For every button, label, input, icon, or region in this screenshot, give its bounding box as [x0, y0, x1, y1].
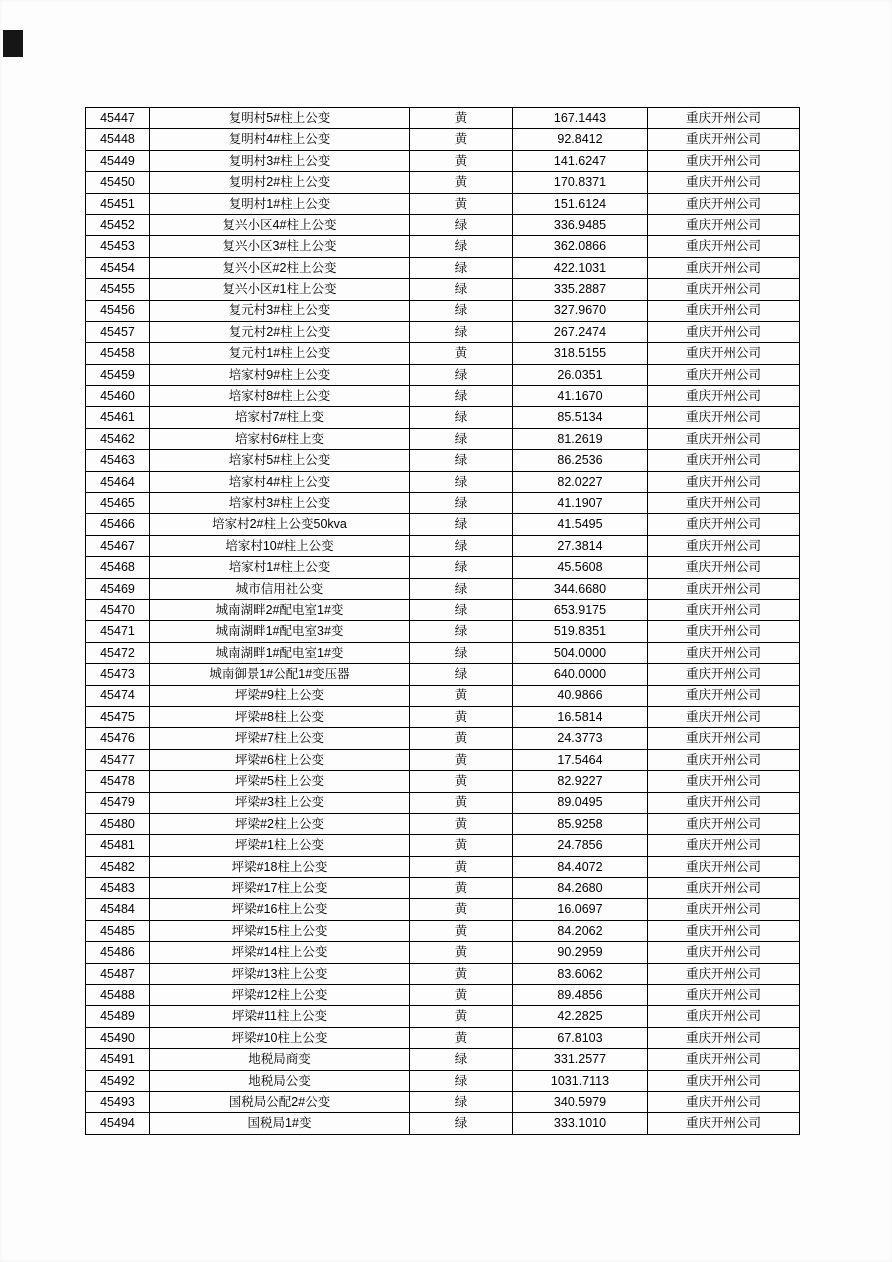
cell-status: 绿: [410, 621, 513, 642]
cell-company: 重庆开州公司: [648, 1049, 800, 1070]
cell-name: 坪梁#11柱上公变: [150, 1006, 410, 1027]
cell-id: 45467: [86, 535, 150, 556]
cell-value: 26.0351: [513, 364, 648, 385]
cell-status: 黄: [410, 878, 513, 899]
cell-value: 82.9227: [513, 771, 648, 792]
cell-id: 45451: [86, 193, 150, 214]
cell-name: 城南湖畔1#配电室3#变: [150, 621, 410, 642]
cell-value: 318.5155: [513, 343, 648, 364]
cell-name: 复明村5#柱上公变: [150, 108, 410, 129]
cell-id: 45459: [86, 364, 150, 385]
table-row: [86, 364, 800, 385]
cell-value: 519.8351: [513, 621, 648, 642]
cell-status: 绿: [410, 1091, 513, 1112]
cell-value: 82.0227: [513, 471, 648, 492]
cell-id: 45483: [86, 878, 150, 899]
cell-id: 45447: [86, 108, 150, 129]
table-row: [86, 493, 800, 514]
cell-company: 重庆开州公司: [648, 664, 800, 685]
table-row: [86, 193, 800, 214]
table-row: [86, 129, 800, 150]
cell-status: 黄: [410, 920, 513, 941]
table-row: [86, 407, 800, 428]
cell-name: 坪梁#8柱上公变: [150, 706, 410, 727]
cell-status: 绿: [410, 257, 513, 278]
cell-status: 黄: [410, 193, 513, 214]
cell-value: 422.1031: [513, 257, 648, 278]
cell-name: 坪梁#16柱上公变: [150, 899, 410, 920]
cell-name: 城市信用社公变: [150, 578, 410, 599]
cell-status: 绿: [410, 1113, 513, 1134]
cell-company: 重庆开州公司: [648, 835, 800, 856]
cell-name: 复元村2#柱上公变: [150, 321, 410, 342]
cell-name: 复兴小区#1柱上公变: [150, 279, 410, 300]
table-row: [86, 899, 800, 920]
cell-company: 重庆开州公司: [648, 300, 800, 321]
cell-company: 重庆开州公司: [648, 193, 800, 214]
cell-status: 黄: [410, 985, 513, 1006]
cell-id: 45477: [86, 749, 150, 770]
table-row: [86, 920, 800, 941]
cell-id: 45486: [86, 942, 150, 963]
cell-value: 41.1907: [513, 493, 648, 514]
cell-company: 重庆开州公司: [648, 920, 800, 941]
cell-status: 黄: [410, 835, 513, 856]
cell-value: 141.6247: [513, 150, 648, 171]
cell-value: 362.0866: [513, 236, 648, 257]
cell-status: 黄: [410, 129, 513, 150]
cell-name: 坪梁#10柱上公变: [150, 1027, 410, 1048]
cell-status: 黄: [410, 685, 513, 706]
table-row: [86, 1070, 800, 1091]
cell-id: 45471: [86, 621, 150, 642]
table-row: [86, 300, 800, 321]
cell-name: 培家村3#柱上公变: [150, 493, 410, 514]
table-row: [86, 1006, 800, 1027]
cell-value: 640.0000: [513, 664, 648, 685]
table-row: [86, 214, 800, 235]
cell-name: 坪梁#15柱上公变: [150, 920, 410, 941]
cell-status: 绿: [410, 450, 513, 471]
cell-name: 城南湖畔2#配电室1#变: [150, 599, 410, 620]
cell-value: 151.6124: [513, 193, 648, 214]
cell-value: 1031.7113: [513, 1070, 648, 1091]
cell-value: 24.3773: [513, 728, 648, 749]
cell-company: 重庆开州公司: [648, 771, 800, 792]
cell-id: 45450: [86, 172, 150, 193]
table-row: [86, 685, 800, 706]
cell-company: 重庆开州公司: [648, 535, 800, 556]
table-row: [86, 557, 800, 578]
cell-name: 国税局公配2#公变: [150, 1091, 410, 1112]
cell-id: 45480: [86, 813, 150, 834]
cell-status: 黄: [410, 343, 513, 364]
table-row: [86, 514, 800, 535]
cell-value: 45.5608: [513, 557, 648, 578]
table-row: [86, 1027, 800, 1048]
table-row: [86, 963, 800, 984]
table-row: [86, 578, 800, 599]
table-row: [86, 535, 800, 556]
table-row: [86, 108, 800, 129]
cell-status: 绿: [410, 642, 513, 663]
cell-value: 16.5814: [513, 706, 648, 727]
cell-id: 45475: [86, 706, 150, 727]
cell-status: 绿: [410, 471, 513, 492]
cell-name: 地税局商变: [150, 1049, 410, 1070]
cell-id: 45489: [86, 1006, 150, 1027]
cell-id: 45448: [86, 129, 150, 150]
cell-company: 重庆开州公司: [648, 514, 800, 535]
cell-name: 坪梁#7柱上公变: [150, 728, 410, 749]
transformer-table: [85, 107, 800, 1135]
cell-company: 重庆开州公司: [648, 471, 800, 492]
cell-company: 重庆开州公司: [648, 321, 800, 342]
cell-id: 45492: [86, 1070, 150, 1091]
cell-company: 重庆开州公司: [648, 129, 800, 150]
cell-status: 绿: [410, 599, 513, 620]
table-row: [86, 835, 800, 856]
cell-company: 重庆开州公司: [648, 257, 800, 278]
cell-id: 45484: [86, 899, 150, 920]
cell-value: 170.8371: [513, 172, 648, 193]
cell-company: 重庆开州公司: [648, 942, 800, 963]
cell-status: 黄: [410, 856, 513, 877]
cell-status: 绿: [410, 1070, 513, 1091]
cell-id: 45456: [86, 300, 150, 321]
table-row: [86, 878, 800, 899]
cell-id: 45482: [86, 856, 150, 877]
cell-value: 653.9175: [513, 599, 648, 620]
cell-id: 45458: [86, 343, 150, 364]
cell-status: 绿: [410, 236, 513, 257]
cell-id: 45462: [86, 428, 150, 449]
cell-company: 重庆开州公司: [648, 728, 800, 749]
cell-status: 黄: [410, 728, 513, 749]
table-row: [86, 749, 800, 770]
cell-company: 重庆开州公司: [648, 813, 800, 834]
cell-name: 坪梁#3柱上公变: [150, 792, 410, 813]
cell-company: 重庆开州公司: [648, 493, 800, 514]
table-row: [86, 1049, 800, 1070]
cell-status: 绿: [410, 664, 513, 685]
table-row: [86, 1091, 800, 1112]
cell-name: 坪梁#5柱上公变: [150, 771, 410, 792]
cell-value: 90.2959: [513, 942, 648, 963]
cell-id: 45464: [86, 471, 150, 492]
cell-company: 重庆开州公司: [648, 343, 800, 364]
cell-company: 重庆开州公司: [648, 364, 800, 385]
table-row: [86, 728, 800, 749]
cell-value: 344.6680: [513, 578, 648, 599]
cell-status: 绿: [410, 321, 513, 342]
cell-company: 重庆开州公司: [648, 1113, 800, 1134]
table-row: [86, 172, 800, 193]
cell-company: 重庆开州公司: [648, 642, 800, 663]
cell-name: 复兴小区4#柱上公变: [150, 214, 410, 235]
cell-value: 336.9485: [513, 214, 648, 235]
cell-value: 84.2062: [513, 920, 648, 941]
cell-id: 45491: [86, 1049, 150, 1070]
cell-name: 培家村7#柱上变: [150, 407, 410, 428]
cell-name: 培家村1#柱上公变: [150, 557, 410, 578]
cell-name: 培家村8#柱上公变: [150, 386, 410, 407]
cell-status: 绿: [410, 386, 513, 407]
cell-value: 17.5464: [513, 749, 648, 770]
cell-id: 45487: [86, 963, 150, 984]
cell-name: 复明村4#柱上公变: [150, 129, 410, 150]
cell-name: 坪梁#17柱上公变: [150, 878, 410, 899]
cell-status: 绿: [410, 514, 513, 535]
cell-value: 333.1010: [513, 1113, 648, 1134]
cell-name: 坪梁#14柱上公变: [150, 942, 410, 963]
cell-company: 重庆开州公司: [648, 407, 800, 428]
cell-value: 335.2887: [513, 279, 648, 300]
table-row: [86, 450, 800, 471]
table-row: [86, 942, 800, 963]
cell-company: 重庆开州公司: [648, 599, 800, 620]
table-row: [86, 428, 800, 449]
cell-status: 绿: [410, 214, 513, 235]
cell-id: 45468: [86, 557, 150, 578]
cell-name: 培家村10#柱上公变: [150, 535, 410, 556]
cell-value: 83.6062: [513, 963, 648, 984]
cell-id: 45485: [86, 920, 150, 941]
cell-company: 重庆开州公司: [648, 792, 800, 813]
cell-name: 坪梁#2柱上公变: [150, 813, 410, 834]
cell-id: 45453: [86, 236, 150, 257]
cell-value: 340.5979: [513, 1091, 648, 1112]
cell-status: 黄: [410, 963, 513, 984]
cell-name: 复明村1#柱上公变: [150, 193, 410, 214]
corner-mark: [3, 30, 23, 57]
cell-status: 黄: [410, 172, 513, 193]
cell-id: 45479: [86, 792, 150, 813]
cell-value: 42.2825: [513, 1006, 648, 1027]
cell-company: 重庆开州公司: [648, 172, 800, 193]
cell-status: 黄: [410, 792, 513, 813]
cell-company: 重庆开州公司: [648, 878, 800, 899]
cell-value: 89.4856: [513, 985, 648, 1006]
cell-value: 89.0495: [513, 792, 648, 813]
cell-name: 复明村2#柱上公变: [150, 172, 410, 193]
cell-value: 41.1670: [513, 386, 648, 407]
table-row: [86, 856, 800, 877]
table-row: [86, 257, 800, 278]
cell-status: 黄: [410, 1027, 513, 1048]
cell-company: 重庆开州公司: [648, 214, 800, 235]
cell-company: 重庆开州公司: [648, 856, 800, 877]
cell-company: 重庆开州公司: [648, 150, 800, 171]
table-row: [86, 279, 800, 300]
cell-id: 45488: [86, 985, 150, 1006]
cell-company: 重庆开州公司: [648, 706, 800, 727]
table-row: [86, 1113, 800, 1134]
cell-id: 45474: [86, 685, 150, 706]
cell-name: 培家村4#柱上公变: [150, 471, 410, 492]
cell-name: 培家村2#柱上公变50kva: [150, 514, 410, 535]
cell-status: 黄: [410, 749, 513, 770]
cell-value: 40.9866: [513, 685, 648, 706]
table-row: [86, 471, 800, 492]
table-row: [86, 813, 800, 834]
cell-id: 45490: [86, 1027, 150, 1048]
table-row: [86, 236, 800, 257]
cell-value: 85.9258: [513, 813, 648, 834]
cell-status: 绿: [410, 1049, 513, 1070]
table-row: [86, 706, 800, 727]
table-row: [86, 386, 800, 407]
cell-status: 绿: [410, 300, 513, 321]
cell-id: 45460: [86, 386, 150, 407]
cell-id: 45455: [86, 279, 150, 300]
table-body: [86, 108, 800, 1135]
cell-id: 45473: [86, 664, 150, 685]
cell-company: 重庆开州公司: [648, 899, 800, 920]
cell-company: 重庆开州公司: [648, 578, 800, 599]
table-row: [86, 664, 800, 685]
cell-id: 45461: [86, 407, 150, 428]
cell-status: 绿: [410, 557, 513, 578]
table-row: [86, 150, 800, 171]
cell-id: 45478: [86, 771, 150, 792]
cell-name: 坪梁#12柱上公变: [150, 985, 410, 1006]
cell-id: 45470: [86, 599, 150, 620]
cell-value: 504.0000: [513, 642, 648, 663]
cell-company: 重庆开州公司: [648, 108, 800, 129]
table-row: [86, 621, 800, 642]
cell-name: 坪梁#18柱上公变: [150, 856, 410, 877]
table-row: [86, 642, 800, 663]
cell-company: 重庆开州公司: [648, 428, 800, 449]
cell-name: 城南湖畔1#配电室1#变: [150, 642, 410, 663]
cell-value: 331.2577: [513, 1049, 648, 1070]
cell-id: 45449: [86, 150, 150, 171]
cell-company: 重庆开州公司: [648, 1091, 800, 1112]
cell-company: 重庆开州公司: [648, 749, 800, 770]
table-row: [86, 343, 800, 364]
cell-company: 重庆开州公司: [648, 621, 800, 642]
cell-status: 黄: [410, 150, 513, 171]
cell-id: 45463: [86, 450, 150, 471]
cell-value: 267.2474: [513, 321, 648, 342]
cell-status: 绿: [410, 535, 513, 556]
cell-id: 45457: [86, 321, 150, 342]
cell-status: 绿: [410, 279, 513, 300]
table-row: [86, 792, 800, 813]
cell-company: 重庆开州公司: [648, 685, 800, 706]
cell-value: 92.8412: [513, 129, 648, 150]
cell-status: 黄: [410, 771, 513, 792]
cell-name: 国税局1#变: [150, 1113, 410, 1134]
cell-company: 重庆开州公司: [648, 386, 800, 407]
cell-id: 45481: [86, 835, 150, 856]
cell-value: 86.2536: [513, 450, 648, 471]
cell-status: 黄: [410, 813, 513, 834]
cell-company: 重庆开州公司: [648, 963, 800, 984]
cell-company: 重庆开州公司: [648, 279, 800, 300]
cell-status: 黄: [410, 942, 513, 963]
cell-value: 81.2619: [513, 428, 648, 449]
cell-status: 绿: [410, 407, 513, 428]
cell-value: 27.3814: [513, 535, 648, 556]
cell-name: 复兴小区#2柱上公变: [150, 257, 410, 278]
table-row: [86, 599, 800, 620]
cell-name: 坪梁#6柱上公变: [150, 749, 410, 770]
cell-name: 地税局公变: [150, 1070, 410, 1091]
cell-status: 绿: [410, 493, 513, 514]
cell-name: 坪梁#13柱上公变: [150, 963, 410, 984]
cell-id: 45465: [86, 493, 150, 514]
cell-company: 重庆开州公司: [648, 557, 800, 578]
cell-status: 黄: [410, 706, 513, 727]
cell-value: 84.4072: [513, 856, 648, 877]
cell-company: 重庆开州公司: [648, 1006, 800, 1027]
cell-value: 327.9670: [513, 300, 648, 321]
cell-status: 绿: [410, 578, 513, 599]
cell-status: 黄: [410, 899, 513, 920]
cell-company: 重庆开州公司: [648, 450, 800, 471]
cell-company: 重庆开州公司: [648, 236, 800, 257]
cell-company: 重庆开州公司: [648, 985, 800, 1006]
cell-value: 167.1443: [513, 108, 648, 129]
cell-name: 培家村9#柱上公变: [150, 364, 410, 385]
cell-value: 67.8103: [513, 1027, 648, 1048]
cell-name: 复明村3#柱上公变: [150, 150, 410, 171]
cell-id: 45476: [86, 728, 150, 749]
cell-name: 城南御景1#公配1#变压器: [150, 664, 410, 685]
cell-name: 培家村6#柱上变: [150, 428, 410, 449]
cell-name: 复元村1#柱上公变: [150, 343, 410, 364]
cell-status: 绿: [410, 428, 513, 449]
cell-id: 45466: [86, 514, 150, 535]
cell-id: 45494: [86, 1113, 150, 1134]
cell-name: 复兴小区3#柱上公变: [150, 236, 410, 257]
cell-name: 培家村5#柱上公变: [150, 450, 410, 471]
cell-value: 85.5134: [513, 407, 648, 428]
cell-value: 24.7856: [513, 835, 648, 856]
cell-status: 绿: [410, 364, 513, 385]
cell-status: 黄: [410, 108, 513, 129]
cell-id: 45472: [86, 642, 150, 663]
table-row: [86, 771, 800, 792]
cell-id: 45469: [86, 578, 150, 599]
cell-value: 84.2680: [513, 878, 648, 899]
cell-company: 重庆开州公司: [648, 1027, 800, 1048]
cell-id: 45493: [86, 1091, 150, 1112]
table-row: [86, 321, 800, 342]
cell-id: 45452: [86, 214, 150, 235]
cell-name: 坪梁#1柱上公变: [150, 835, 410, 856]
cell-value: 41.5495: [513, 514, 648, 535]
cell-name: 复元村3#柱上公变: [150, 300, 410, 321]
cell-name: 坪梁#9柱上公变: [150, 685, 410, 706]
cell-id: 45454: [86, 257, 150, 278]
cell-status: 黄: [410, 1006, 513, 1027]
cell-value: 16.0697: [513, 899, 648, 920]
table-row: [86, 985, 800, 1006]
cell-company: 重庆开州公司: [648, 1070, 800, 1091]
